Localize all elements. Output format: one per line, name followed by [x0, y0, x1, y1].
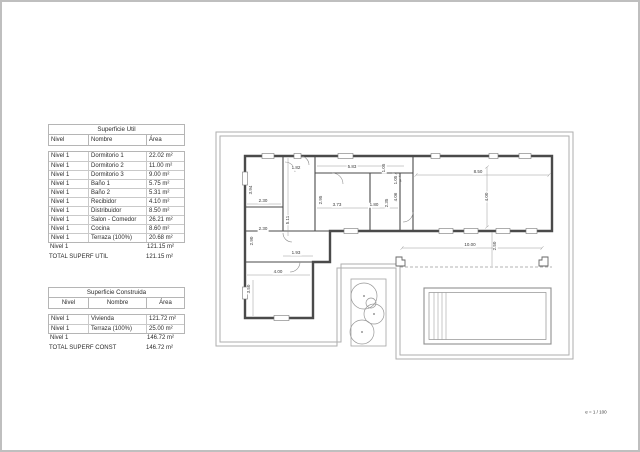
table-cell: Nivel 1 — [51, 199, 70, 205]
dimension-label: 4.00 — [273, 268, 283, 274]
table-cell: 26.21 m² — [146, 216, 184, 224]
table-cell: 4.10 m² — [146, 198, 184, 206]
superficie-util-table — [48, 124, 185, 262]
dimension-label: 1.82 — [291, 164, 301, 170]
dimension-label: 1.80 — [369, 201, 379, 207]
table-row — [49, 179, 184, 188]
window-icon — [344, 229, 358, 234]
table-cell: Nivel 1 — [51, 153, 70, 159]
table-cell: Dormitorio 1 — [88, 152, 146, 161]
table-cell: Nivel 1 — [51, 316, 70, 322]
col-header-nombre: Nombre — [88, 135, 146, 145]
table-row — [49, 170, 184, 179]
window-icon — [338, 154, 353, 159]
dimension-label: 2.50 — [491, 241, 497, 251]
dimension-label: 1.05 — [380, 163, 386, 173]
dimension-label: 2.30 — [258, 225, 268, 231]
dimension-label: 2.95 — [317, 195, 323, 205]
subtotal-row — [48, 334, 185, 343]
window-icon — [274, 316, 289, 321]
table-cell: Nivel 1 — [51, 208, 70, 214]
table-row — [49, 315, 184, 324]
table-cell: 11.00 m² — [146, 162, 184, 170]
table-header-row — [48, 135, 185, 146]
dimension-label: 1.05 — [392, 175, 398, 185]
table-cell: Nivel 1 — [51, 163, 70, 169]
window-icon — [496, 229, 510, 234]
window-icon — [243, 172, 248, 185]
table-cell: Dormitorio 3 — [88, 171, 146, 179]
total-row — [48, 343, 185, 353]
table-cell: Nivel 1 — [51, 181, 70, 187]
total-value: 146.72 m² — [146, 345, 174, 351]
window-icon — [526, 229, 537, 234]
table-row — [49, 197, 184, 206]
table-cell: Terraza (100%) — [88, 325, 146, 333]
table-cell: 121.72 m² — [146, 315, 184, 324]
table-cell: Distribuidor — [88, 207, 146, 215]
table-cell: 8.50 m² — [146, 207, 184, 215]
table-cell: Terraza (100%) — [88, 234, 146, 242]
subtotal-value: 146.72 m² — [147, 335, 175, 341]
porch-pillar-icon — [396, 257, 405, 266]
table-cell: Nivel 1 — [51, 172, 70, 178]
total-row — [48, 252, 185, 262]
dimension-label: 4.06 — [392, 192, 398, 202]
dimension-label: 4.00 — [483, 192, 489, 202]
table-cell: 5.31 m² — [146, 189, 184, 197]
table-cell: Nivel 1 — [51, 217, 70, 223]
table-row — [49, 215, 184, 224]
table-row — [49, 206, 184, 215]
table-cell: 9.00 m² — [146, 171, 184, 179]
table-cell: Recibidor — [88, 198, 146, 206]
pool-steps — [434, 293, 446, 340]
subtotal-label: Nivel 1 — [50, 335, 69, 341]
table-cell: Vivienda — [88, 315, 146, 324]
table-row — [49, 324, 184, 333]
window-icon — [294, 154, 301, 159]
total-value: 121.15 m² — [146, 254, 174, 260]
table-cell: Nivel 1 — [51, 235, 70, 241]
dimension-label: 2.90 — [248, 236, 254, 246]
swimming-pool — [424, 288, 551, 344]
window-icon — [262, 154, 274, 159]
house-walls — [245, 156, 552, 318]
window-icon — [439, 229, 453, 234]
table-cell: Nivel 1 — [51, 326, 70, 332]
table-cell: Baño 2 — [88, 189, 146, 197]
table-cell: 22.02 m² — [146, 152, 184, 161]
table-row — [49, 224, 184, 233]
dimension-label: 3.94 — [247, 185, 253, 195]
table-row — [49, 233, 184, 242]
window-icon — [464, 229, 478, 234]
col-header-nivel: Nivel — [51, 137, 65, 143]
table-row — [49, 161, 184, 170]
dimension-label: 8.50 — [473, 168, 483, 174]
table-cell: 25.00 m² — [146, 325, 184, 333]
trees — [350, 283, 384, 344]
total-label: TOTAL SUPERF UTIL — [49, 254, 109, 260]
planting-bed — [351, 279, 386, 346]
table-cell: Salon - Comedor — [88, 216, 146, 224]
table-cell: 5.75 m² — [146, 180, 184, 188]
table-cell: Nivel 1 — [51, 190, 70, 196]
table-cell: Nivel 1 — [51, 226, 70, 232]
table-cell: Cocina — [88, 225, 146, 233]
col-header-area: Área — [146, 298, 184, 308]
dimension-label: 5.11 — [284, 215, 290, 225]
tree-icon — [366, 298, 376, 308]
superficie-construida-table — [48, 287, 185, 353]
dimension-label: 5.83 — [347, 163, 357, 169]
scale-note: e = 1 / 100 — [585, 409, 607, 415]
window-icon — [431, 154, 440, 159]
table-body — [48, 314, 185, 334]
window-icon — [489, 154, 498, 159]
dimension-label: 3.73 — [332, 201, 342, 207]
table-cell: Dormitorio 2 — [88, 162, 146, 170]
col-header-nivel: Nivel — [61, 300, 76, 306]
table-title: Superficie Construida — [48, 287, 185, 298]
table-cell: Baño 1 — [88, 180, 146, 188]
window-icon — [519, 154, 531, 159]
window-icon — [243, 287, 248, 299]
subtotal-row — [48, 243, 185, 252]
porch-pillar-icon — [539, 257, 548, 266]
table-title: Superficie Util — [48, 124, 185, 135]
table-row — [49, 152, 184, 161]
col-header-area: Área — [146, 135, 184, 145]
table-body — [48, 151, 185, 243]
table-header-row — [48, 298, 185, 309]
subtotal-label: Nivel 1 — [50, 244, 69, 250]
dimension-label: 10.00 — [464, 241, 476, 247]
total-label: TOTAL SUPERF CONST — [49, 345, 117, 351]
dimension-label: 1.93 — [291, 249, 301, 255]
dimension-label: 2.35 — [383, 198, 389, 208]
table-row — [49, 188, 184, 197]
table-cell: 20.68 m² — [146, 234, 184, 242]
table-cell: 8.60 m² — [146, 225, 184, 233]
dimension-label: 2.30 — [258, 197, 268, 203]
porch — [396, 257, 552, 267]
dimension-label: 3.50 — [245, 284, 251, 294]
col-header-nombre: Nombre — [88, 298, 146, 308]
subtotal-value: 121.15 m² — [147, 244, 175, 250]
